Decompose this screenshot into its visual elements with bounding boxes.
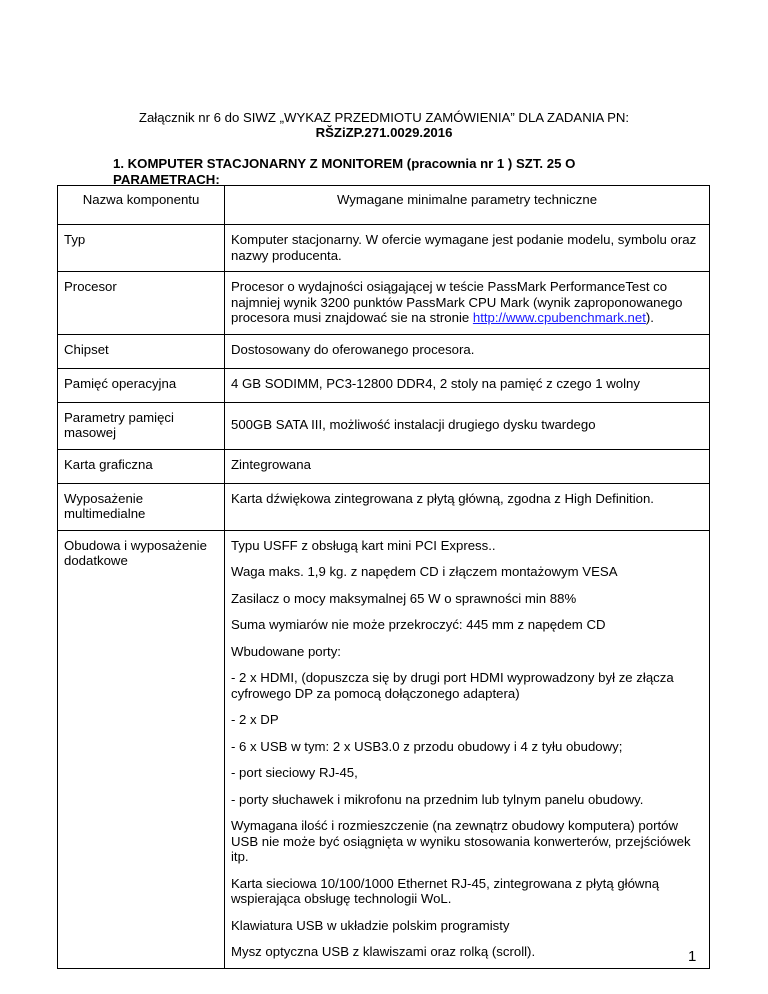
table-row	[58, 530, 710, 968]
table-row	[58, 368, 710, 402]
page-number: 1	[688, 948, 697, 965]
row-name: Wyposażenie multimedialne	[58, 483, 225, 530]
row-value-text-end: ).	[645, 310, 654, 325]
paragraph: - port sieciowy RJ-45,	[231, 765, 358, 780]
row-value: Dostosowany do oferowanego procesora.	[225, 334, 710, 368]
paragraph: Waga maks. 1,9 kg. z napędem CD i złączem montażowym VESA	[231, 564, 618, 579]
table-row	[58, 449, 710, 483]
table-row	[58, 272, 710, 335]
table-row	[58, 334, 710, 368]
paragraph: - 6 x USB w tym: 2 x USB3.0 z przodu obudowy i 4 z tyłu obudowy;	[231, 738, 623, 754]
table-row	[58, 402, 710, 449]
paragraph: - 2 x HDMI, (dopuszcza się by drugi port HDMI wyprowadzony był ze złącza cyfrowego DP za pomocą dołączonego adaptera)	[231, 670, 674, 701]
row-name: Parametry pamięci masowej	[58, 402, 225, 449]
row-value: Komputer stacjonarny. W ofercie wymagane jest podanie modelu, symbolu oraz nazwy producenta.	[225, 225, 710, 272]
col1-header: Nazwa komponentu	[58, 186, 225, 225]
row-value: Karta dźwiękowa zintegrowana z płytą główną, zgodna z High Definition.	[225, 483, 710, 530]
row-value: 4 GB SODIMM, PC3-12800 DDR4, 2 stoly na pamięć z czego 1 wolny	[225, 368, 710, 402]
paragraph: - porty słuchawek i mikrofonu na przednim lub tylnym panelu obudowy.	[231, 791, 644, 807]
col2-header: Wymagane minimalne parametry techniczne	[225, 186, 710, 225]
paragraph: Karta sieciowa 10/100/1000 Ethernet RJ-45, zintegrowana z płytą główną wspierająca obsługę technologii WoL.	[231, 875, 660, 906]
paragraph: Mysz optyczna USB z klawiszami oraz rolką (scroll).	[231, 944, 536, 959]
row-value-text: Procesor o wydajności osiągającej w teście PassMark PerformanceTest co najmniej wynik 3200 punktów PassMark CPU Mark (wynik zaproponowanego procesora musi znajdować sie na stronie	[231, 279, 683, 325]
header-line-2: RŠZiZP.271.0029.2016	[315, 125, 453, 140]
paragraph: Suma wymiarów nie może przekroczyć: 445 mm z napędem CD	[231, 617, 606, 632]
row-value	[225, 530, 710, 968]
row-value: Zintegrowana	[225, 449, 710, 483]
row-name: Procesor	[58, 272, 225, 335]
section-title: 1. KOMPUTER STACJONARNY Z MONITOREM (pracownia nr 1 ) SZT. 25 O PARAMETRACH:	[113, 156, 576, 187]
table-header-row	[58, 186, 710, 225]
row-value	[225, 272, 710, 335]
row-name: Typ	[58, 225, 225, 272]
row-name: Pamięć operacyjna	[58, 368, 225, 402]
row-name: Chipset	[58, 334, 225, 368]
paragraph: - 2 x DP	[231, 712, 279, 727]
row-name: Karta graficzna	[58, 449, 225, 483]
paragraph: Typu USFF z obsługą kart mini PCI Express..	[231, 537, 496, 553]
row-name: Obudowa i wyposażenie dodatkowe	[58, 530, 225, 968]
paragraph: Wbudowane porty:	[231, 643, 341, 659]
spec-table	[57, 185, 710, 969]
row-value: 500GB SATA III, możliwość instalacji drugiego dysku twardego	[225, 402, 710, 449]
table-row	[58, 225, 710, 272]
paragraph: Wymagana ilość i rozmieszczenie (na zewnątrz obudowy komputera) portów USB nie może być osiągnięta w wyniku stosowania konwerterów, przejściówek itp.	[231, 818, 691, 864]
table-row	[58, 483, 710, 530]
paragraph: Klawiatura USB w układzie polskim programisty	[231, 917, 510, 933]
cpubenchmark-link[interactable]: http://www.cpubenchmark.net	[472, 310, 646, 325]
header-line-1: Załącznik nr 6 do SIWZ „WYKAZ PRZEDMIOTU ZAMÓWIENIA” DLA ZADANIA PN:	[138, 110, 630, 125]
paragraph: Zasilacz o mocy maksymalnej 65 W o sprawności min 88%	[231, 590, 577, 606]
